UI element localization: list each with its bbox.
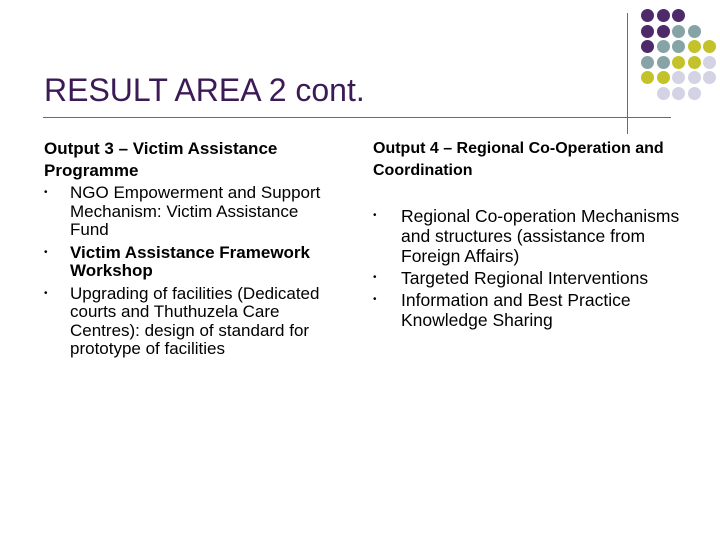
right-bullet-list [373,206,693,330]
decorative-dot [688,25,701,38]
decorative-dot [703,56,716,69]
decorative-dot [657,9,670,22]
list-item [44,285,334,359]
bullet-icon: • [373,272,377,283]
bullet-icon: • [373,210,377,221]
bullet-icon: • [44,187,48,198]
decorative-dot [703,40,716,53]
right-column-heading: Output 4 – Regional Co-Operation and Coordination [373,140,664,179]
decorative-dot [672,71,685,84]
bullet-icon: • [44,287,48,299]
decorative-dot [657,40,670,53]
right-column [373,138,693,332]
list-item [373,206,693,266]
slide-title: RESULT AREA 2 cont. [44,72,365,108]
decorative-dot [672,87,685,100]
decorative-dot [688,40,701,53]
left-column-heading: Output 3 – Victim Assistance Programme [44,139,278,180]
decorative-dot [672,25,685,38]
list-item-text: Victim Assistance Framework Workshop [70,242,311,280]
decorative-dot [688,71,701,84]
decorative-dot [657,56,670,69]
list-item-text: Information and Best Practice Knowledge Sharing [401,290,631,330]
decorative-dot [657,71,670,84]
bullet-icon: • [373,294,377,305]
list-item-text: Targeted Regional Interventions [401,268,649,288]
list-item [373,268,693,288]
list-item [44,244,334,281]
decorative-dot [641,25,654,38]
decorative-dot [641,56,654,69]
list-item-text: Regional Co-operation Mechanisms and structures (assistance from Foreign Affairs) [401,206,680,266]
list-item-text: NGO Empowerment and Support Mechanism: Victim Assistance Fund [70,183,321,239]
decorative-dot [688,87,701,100]
decorative-dot [672,9,685,22]
list-item [44,184,334,240]
left-column [44,138,334,363]
decorative-dot [672,56,685,69]
list-item-text: Upgrading of facilities (Dedicated courts and Thuthuzela Care Centres): design of standard for prototype of facilities [70,283,320,358]
bullet-icon: • [44,246,48,258]
vertical-divider-line [627,13,628,134]
decorative-dot [703,71,716,84]
decorative-dot [641,71,654,84]
decorative-dot [641,40,654,53]
left-bullet-list [44,184,334,359]
decorative-dot [657,87,670,100]
decorative-dot-grid [641,9,720,119]
decorative-dot [688,56,701,69]
list-item [373,290,693,330]
decorative-dot [657,25,670,38]
decorative-dot [672,40,685,53]
decorative-dot [641,9,654,22]
title-underline [43,117,671,118]
